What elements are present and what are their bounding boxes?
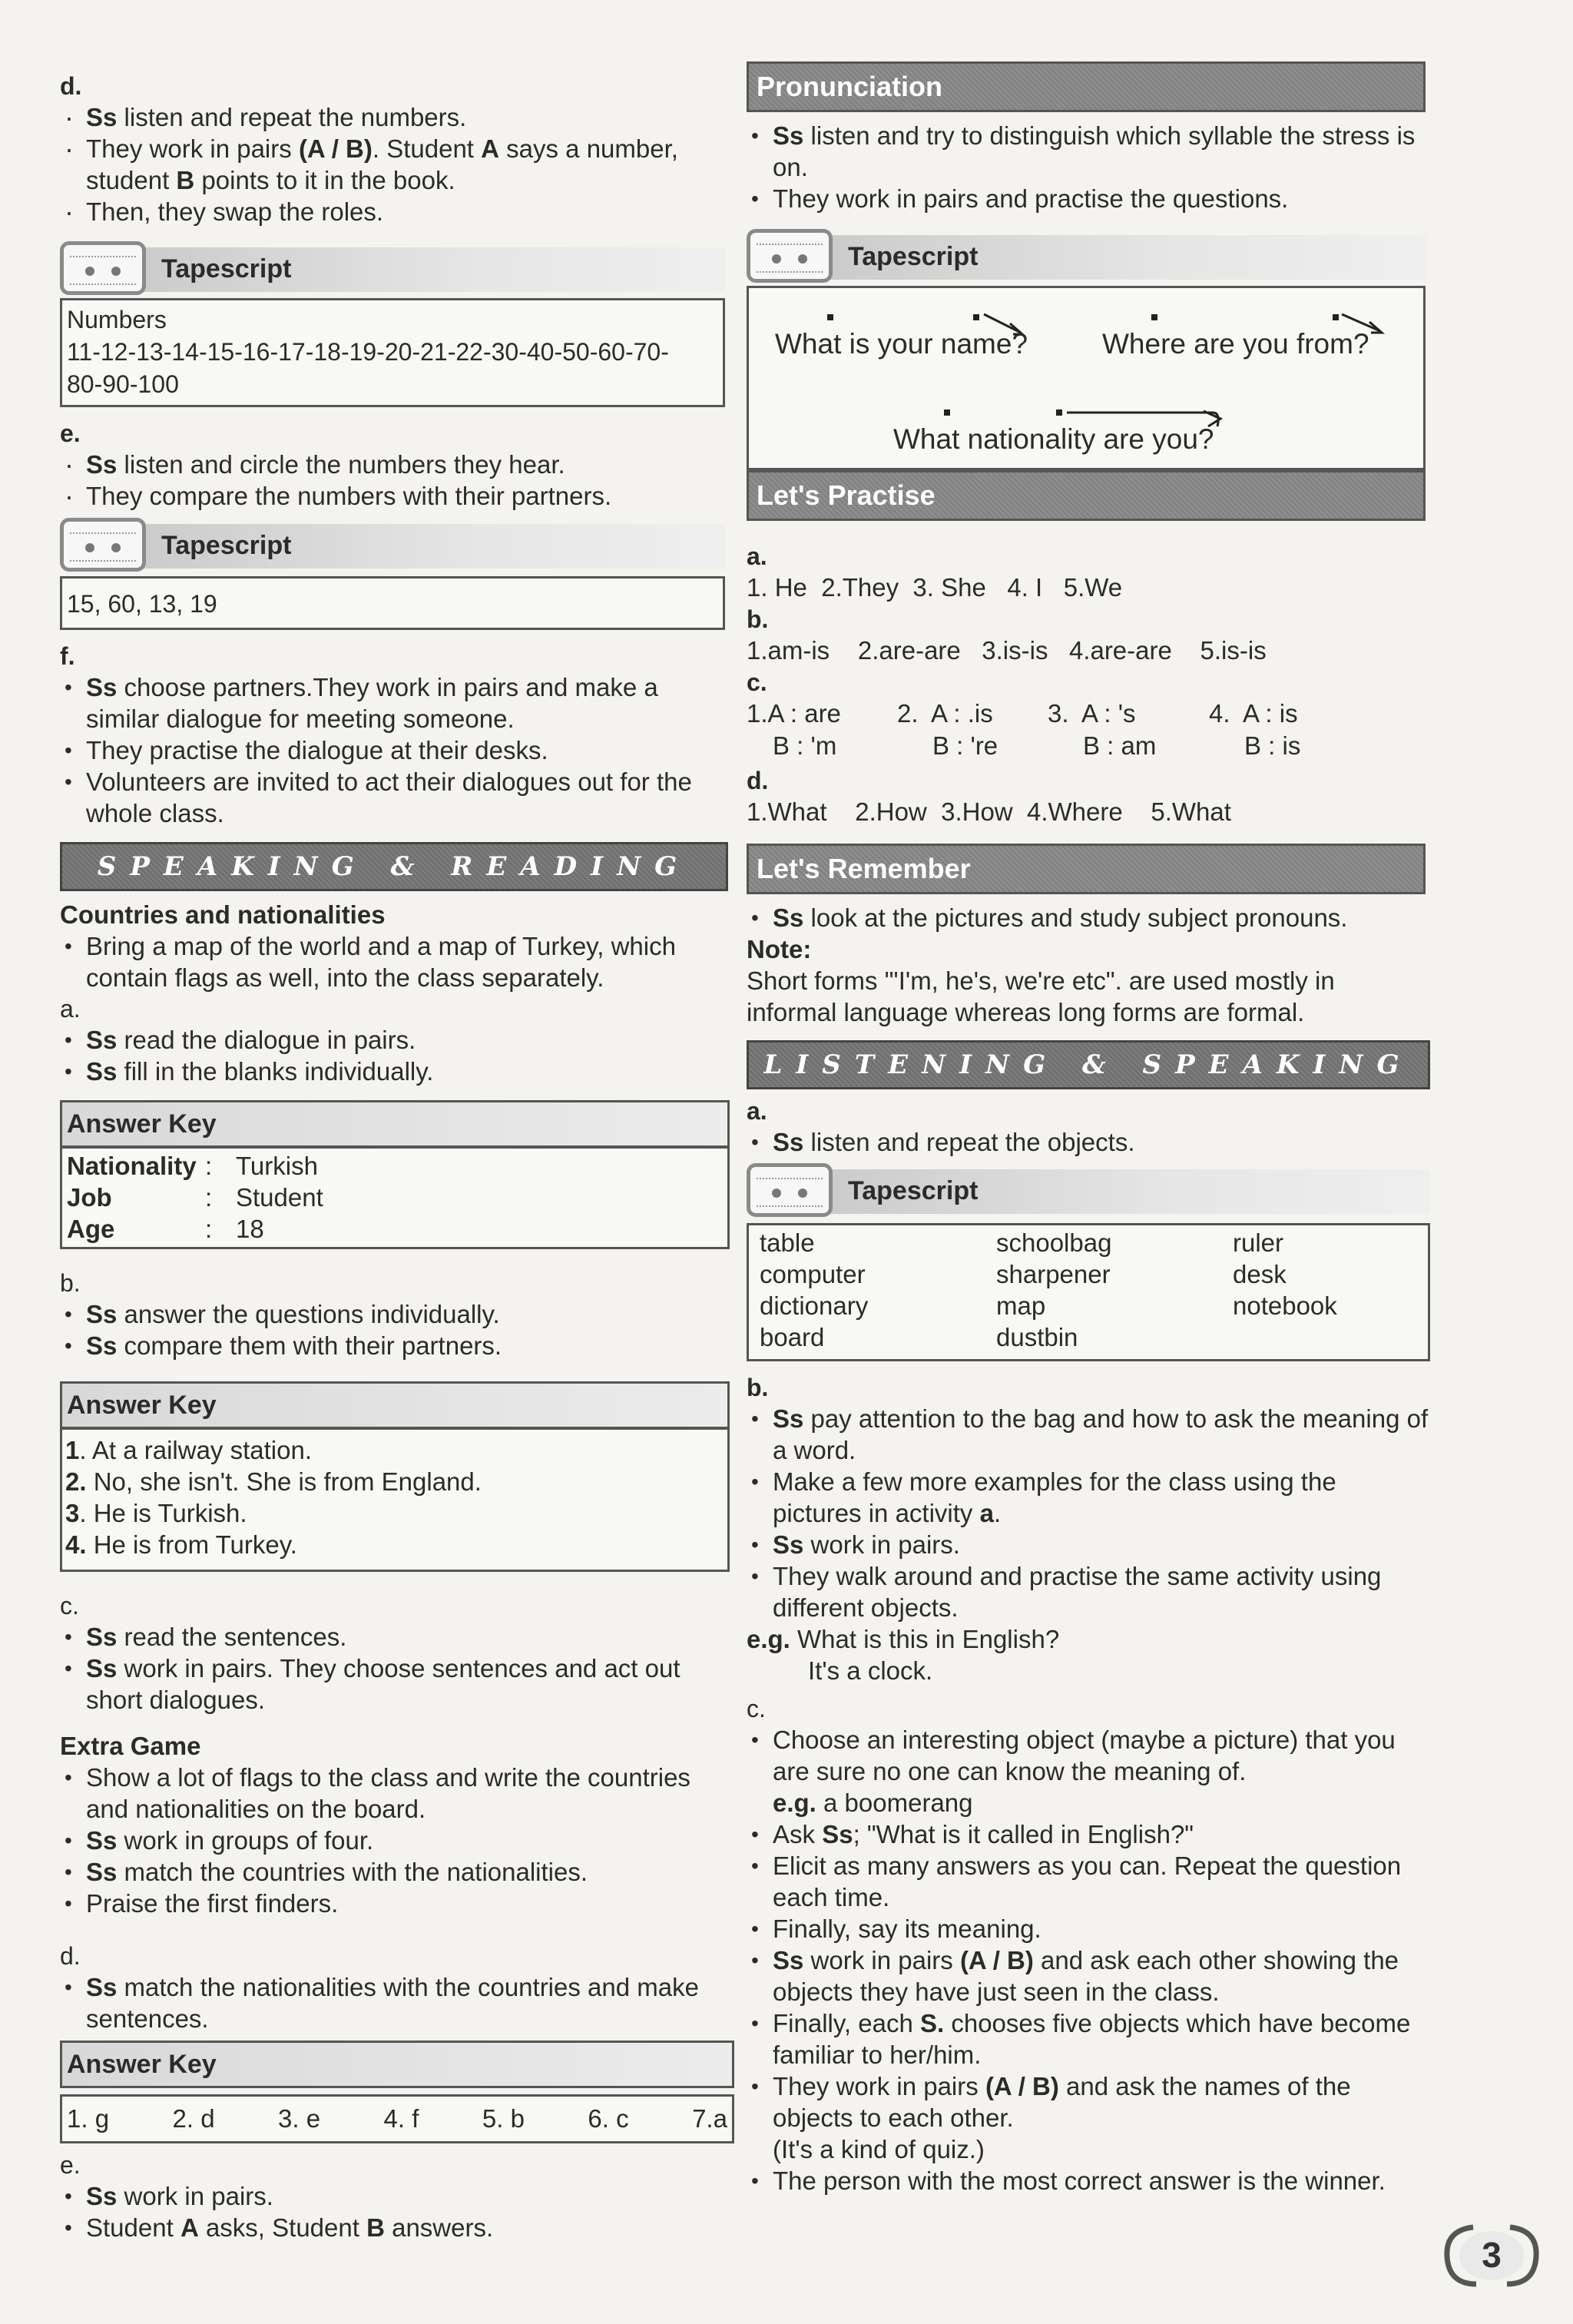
countries-section <box>60 899 728 1087</box>
example-question: e.g. What is this in English? <box>747 1625 1060 1653</box>
section-f-dialogue <box>60 641 728 829</box>
section-b-questions <box>60 1268 728 1361</box>
list-item: • Ss listen and repeat the objects. <box>747 1126 1430 1158</box>
section-letter: e. <box>60 419 81 447</box>
list-item: • Ss answer the questions individually. <box>60 1298 728 1330</box>
list-item: • Ss fill in the blanks individually. <box>60 1056 728 1087</box>
section-letter: d. <box>60 72 82 100</box>
practise-d-answers: 1.What 2.How 3.How 4.Where 5.What <box>747 797 1231 826</box>
tapescript-header: Tapescript <box>60 518 725 575</box>
answer-cell: 6. c <box>588 2104 629 2133</box>
cassette-icon <box>60 241 146 295</box>
question-nationality: What nationality are you? <box>893 423 1214 455</box>
table-row: Age : 18 <box>67 1215 264 1243</box>
answer-line: 2. No, she isn't. She is from England. <box>65 1467 482 1496</box>
section-letter: b. <box>747 605 769 633</box>
list-item: • They walk around and practise the same activity using different objects. <box>747 1560 1430 1623</box>
answer-line: 4. He is from Turkey. <box>65 1530 297 1559</box>
answer-cell: 7.a <box>692 2104 727 2133</box>
list-item: • Choose an interesting object (maybe a picture) that you are sure no one can know the meaning of. e.g. a boomerang <box>747 1724 1430 1818</box>
tapescript-header: Tapescript <box>747 229 1426 286</box>
countries-title: Countries and nationalities <box>60 900 386 929</box>
list-item: • Ss work in pairs (A / B) and ask each other showing the objects they have just seen in the class. <box>747 1944 1430 2007</box>
answer-key-personal-info <box>60 1146 730 1249</box>
section-letter: a. <box>60 995 81 1023</box>
practise-c-answers: 1.A : are B : 'm 2. A : .is B : 're 3. A : 's B : am 4. A : is B : is <box>747 699 1301 760</box>
section-letter: c. <box>747 668 767 696</box>
list-item: • Ss work in pairs. <box>60 2180 728 2212</box>
heard-numbers-box: 15, 60, 13, 19 <box>60 576 725 630</box>
answer-key-questions <box>60 1427 730 1572</box>
list-item: • Elicit as many answers as you can. Repeat the question each time. <box>747 1850 1430 1913</box>
example-answer: It's a clock. <box>808 1656 933 1685</box>
answer-cell: 4. f <box>383 2104 419 2133</box>
answer-key-match <box>60 2094 734 2143</box>
section-letter: c. <box>747 1695 766 1722</box>
extra-game-title: Extra Game <box>60 1732 201 1760</box>
section-letter: b. <box>60 1269 81 1297</box>
numbers-tapescript-box: Numbers 11-12-13-14-15-16-17-18-19-20-21-22-30-40-50-60-70- 80-90-100 <box>60 298 725 407</box>
lets-remember-header: Let's Remember <box>747 844 1426 894</box>
answer-line: 3. He is Turkish. <box>65 1499 247 1527</box>
section-d-numbers <box>60 71 728 227</box>
tapescript-label: Tapescript <box>161 254 292 283</box>
list-item: • Praise the first finders. <box>60 1888 728 1919</box>
answer-cell: 1. g <box>67 2104 110 2133</box>
note-label: Note: <box>747 935 812 963</box>
answer-cell: 2. d <box>172 2104 215 2133</box>
list-item: • Ss work in pairs. <box>747 1529 1430 1560</box>
section-e-pairs <box>60 2150 728 2243</box>
list-item: • Ss compare them with their partners. <box>60 1330 728 1361</box>
tapescript-header: Tapescript <box>747 1163 1430 1220</box>
object-word: schoolbag <box>996 1228 1112 1257</box>
object-word: computer <box>760 1260 866 1288</box>
list-item: • Ss work in pairs. They choose sentences and act out short dialogues. <box>60 1653 728 1716</box>
note-text: Short forms "'I'm, he's, we're etc". are used mostly in informal language whereas long forms are formal. <box>747 966 1335 1026</box>
list-item: • Ss work in groups of four. <box>60 1825 728 1856</box>
pronunciation-header: Pronunciation <box>747 61 1426 112</box>
remember-section <box>747 902 1430 1028</box>
practise-a-answers: 1. He 2.They 3. She 4. I 5.We <box>747 573 1123 602</box>
listening-a-section <box>747 1096 1430 1158</box>
list-item: · They work in pairs (A / B). Student A says a number, student B points to it in the book. <box>60 133 728 196</box>
object-word: sharpener <box>996 1260 1111 1288</box>
question-from: Where are you from? <box>1102 328 1369 360</box>
practise-b-answers: 1.am-is 2.are-are 3.is-is 4.are-are 5.is-is <box>747 636 1267 665</box>
list-item: • They practise the dialogue at their desks. <box>60 734 728 766</box>
listening-b-section <box>747 1372 1430 1686</box>
answer-line: 1. At a railway station. <box>65 1436 312 1464</box>
section-letter: d. <box>747 767 769 794</box>
object-word: board <box>760 1323 825 1351</box>
question-name: What is your name? <box>775 328 1028 360</box>
page-number: 3 <box>1482 2235 1502 2275</box>
section-letter: b. <box>747 1374 769 1401</box>
object-word: map <box>996 1291 1046 1320</box>
list-item: • Ss read the dialogue in pairs. <box>60 1024 728 1056</box>
listening-c-section <box>747 1693 1430 2196</box>
lets-practise-header: Let's Practise <box>747 470 1426 521</box>
object-word: table <box>760 1228 815 1257</box>
list-item: • Bring a map of the world and a map of Turkey, which contain flags as well, into the class separately. <box>60 930 728 993</box>
list-item: • Finally, say its meaning. <box>747 1913 1430 1944</box>
object-word: dictionary <box>760 1291 869 1320</box>
list-item: • Volunteers are invited to act their dialogues out for the whole class. <box>60 766 728 829</box>
list-item: • Ss match the countries with the nationalities. <box>60 1856 728 1888</box>
section-e-listen <box>60 418 728 512</box>
page-number-badge <box>1442 2223 1541 2289</box>
cassette-icon <box>60 518 146 572</box>
section-d-match <box>60 1941 728 2034</box>
pronunciation-section <box>747 120 1430 214</box>
list-item: · Ss listen and repeat the numbers. <box>60 101 728 133</box>
list-item: • Ss choose partners.They work in pairs and make a similar dialogue for meeting someone. <box>60 671 728 734</box>
extra-game-section <box>60 1730 728 1919</box>
cassette-icon <box>747 229 833 283</box>
stress-tapescript-box <box>747 286 1426 470</box>
answer-cell: 5. b <box>482 2104 525 2133</box>
speaking-reading-banner: SPEAKING & READING <box>60 842 728 891</box>
list-item: • They work in pairs and practise the questions. <box>747 183 1430 214</box>
table-row: Job : Student <box>67 1183 323 1212</box>
list-item: • They work in pairs (A / B) and ask the names of the objects to each other. (It's a kind of quiz.) <box>747 2070 1430 2165</box>
object-word: ruler <box>1233 1228 1284 1257</box>
section-letter: a. <box>747 542 767 570</box>
tapescript-header <box>60 241 725 298</box>
list-item: • Finally, each S. chooses five objects which have become familiar to her/him. <box>747 2007 1430 2070</box>
list-item: • Make a few more examples for the class using the pictures in activity a. <box>747 1466 1430 1529</box>
list-item: • Ss look at the pictures and study subject pronouns. <box>747 902 1430 933</box>
objects-tapescript-box <box>747 1223 1430 1361</box>
table-row: Nationality : Turkish <box>67 1152 318 1180</box>
list-item: • Ss listen and try to distinguish which syllable the stress is on. <box>747 120 1430 183</box>
section-letter: a. <box>747 1097 767 1125</box>
object-word: notebook <box>1233 1291 1337 1320</box>
list-item: • Student A asks, Student B answers. <box>60 2212 728 2243</box>
section-c-sentences <box>60 1590 728 1716</box>
list-item: • Ss read the sentences. <box>60 1621 728 1653</box>
cassette-icon <box>747 1163 833 1217</box>
practise-section <box>747 541 1430 828</box>
answer-key-header: Answer Key <box>60 2041 734 2088</box>
list-item: • Ss match the nationalities with the countries and make sentences. <box>60 1971 728 2034</box>
object-word: desk <box>1233 1260 1287 1288</box>
answer-key-header: Answer Key <box>60 1100 730 1148</box>
section-letter: d. <box>60 1942 81 1970</box>
list-item: • The person with the most correct answer is the winner. <box>747 2165 1430 2196</box>
object-word: dustbin <box>996 1323 1078 1351</box>
list-item: · They compare the numbers with their partners. <box>60 480 728 512</box>
section-letter: f. <box>60 642 75 670</box>
listening-speaking-banner: LISTENING & SPEAKING <box>747 1040 1430 1089</box>
list-item: · Then, they swap the roles. <box>60 196 728 227</box>
answer-key-header: Answer Key <box>60 1381 730 1429</box>
list-item: • Ss pay attention to the bag and how to ask the meaning of a word. <box>747 1403 1430 1466</box>
list-item: • Show a lot of flags to the class and write the countries and nationalities on the board. <box>60 1762 728 1825</box>
section-letter: c. <box>60 1592 79 1620</box>
answer-cell: 3. e <box>278 2104 321 2133</box>
list-item: · Ss listen and circle the numbers they hear. <box>60 449 728 480</box>
section-letter: e. <box>60 2151 81 2179</box>
list-item: • Ask Ss; "What is it called in English?" <box>747 1818 1430 1850</box>
